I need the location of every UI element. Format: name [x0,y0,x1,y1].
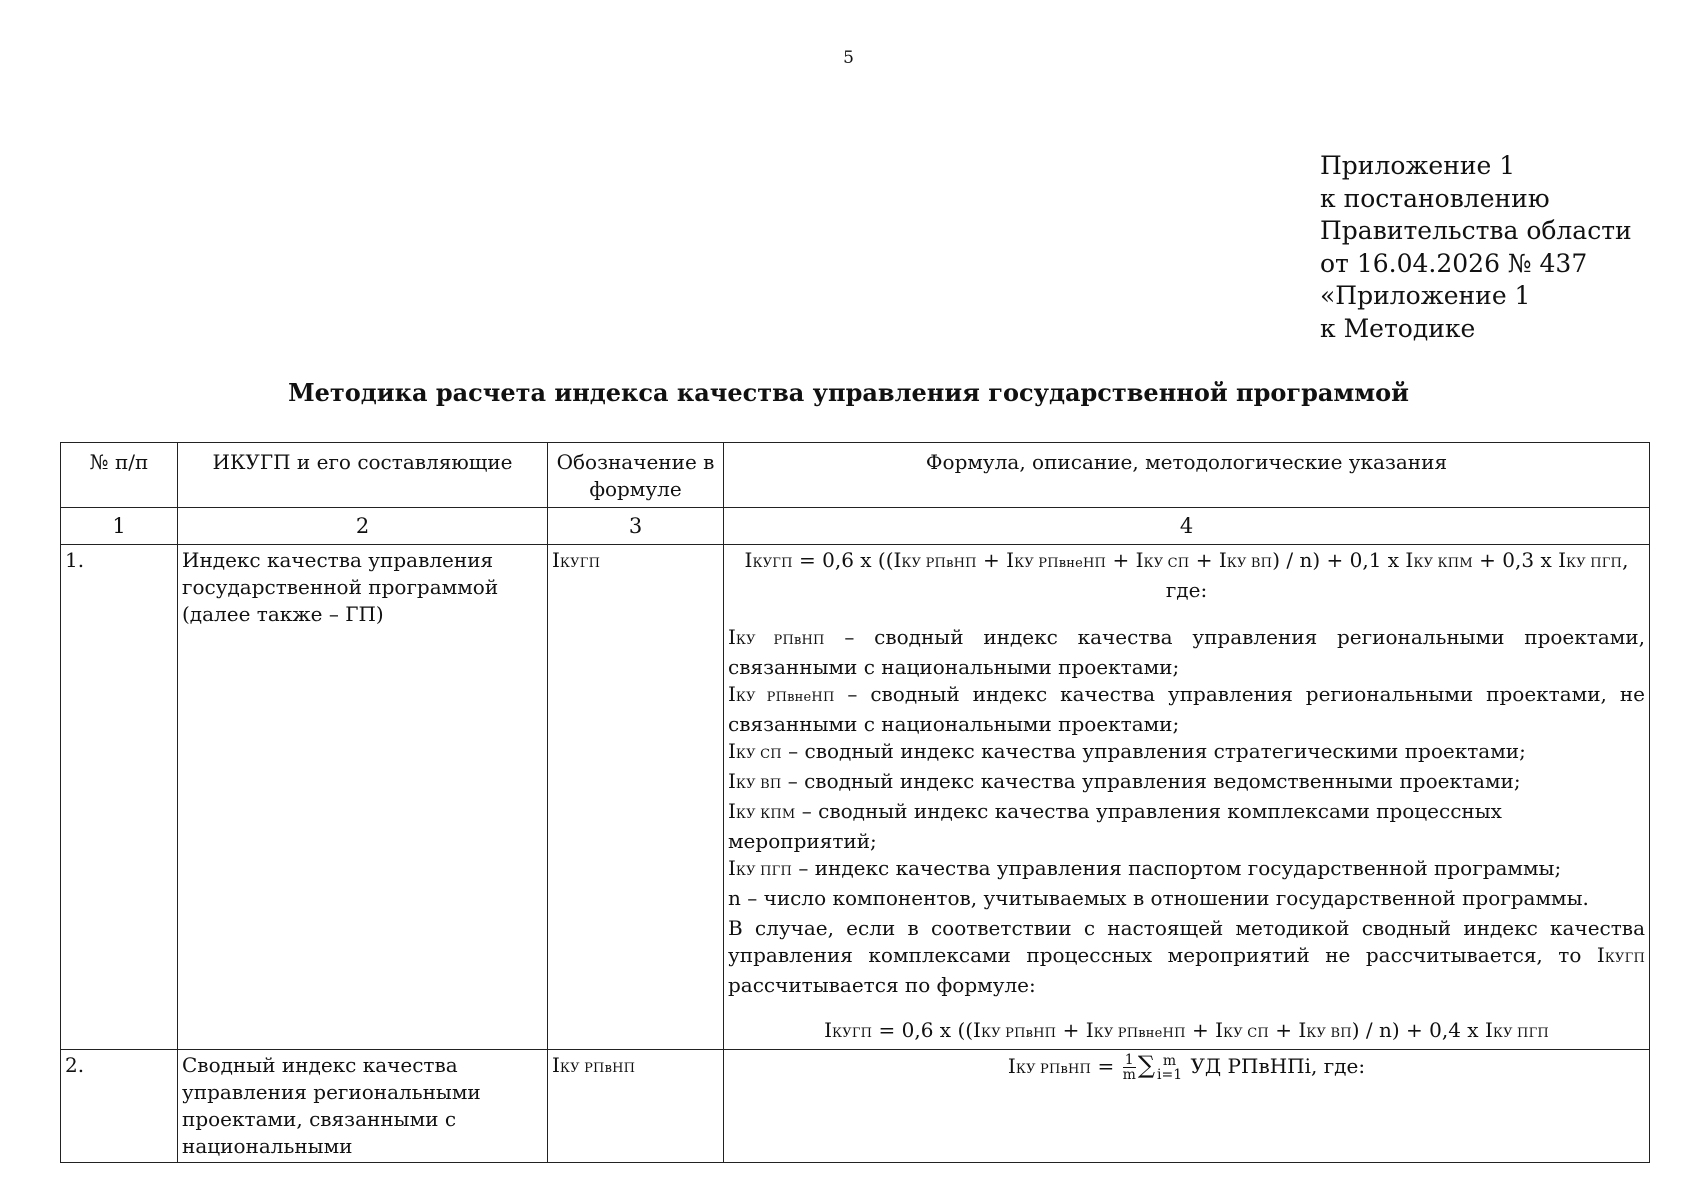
formula-subscript: КУ РПвНП [901,556,977,571]
appendix-line: Приложение 1 [1320,151,1516,180]
formula-subscript: КУ РПвнеНП [1093,1026,1186,1041]
formula-subscript: КУ РПвНП [980,1026,1057,1041]
definition-list [728,624,1645,999]
note-text: рассчитывается по формуле: [728,973,1036,997]
sum-lower-limit: i=1 [1157,1066,1183,1083]
formula-subscript: КУ ПГП [1566,556,1623,571]
definition-text: – сводный индекс качества управления региональными проектами, не связанными с национальными проектами; [728,682,1645,736]
sum-formula [728,1052,1645,1083]
formula-symbol [548,545,724,1050]
page-number: 5 [843,48,854,68]
table-header-row [61,443,1650,508]
methodology-table [60,442,1650,1163]
formula-text: = 0,6 х ((I [872,1018,981,1042]
formula-subscript: КУГП [831,1026,873,1041]
row-number: 2. [61,1050,178,1163]
formula-text: I [824,1018,832,1042]
alternative-formula [728,1017,1645,1047]
definition-subscript: КУ ПГП [735,864,792,879]
column-number: 1 [61,508,178,545]
formula-subscript: КУ РПвНП [1015,1062,1092,1077]
table-row [61,545,1650,1050]
formula-subscript: КУ СП [1143,556,1190,571]
formula-text: + I [1056,1018,1094,1042]
appendix-line: к Методике [1320,313,1476,343]
sum-symbol: ∑ [1137,1051,1155,1079]
column-number-row [61,508,1650,545]
symbol-letter: I [552,1053,560,1077]
definition-symbol: I [728,682,736,706]
definition-symbol: I [728,625,736,649]
note-subscript: КУГП [1604,951,1645,966]
fraction-denominator: m [1122,1067,1136,1083]
formula-text: + I [976,548,1015,572]
definition-symbol: I [728,769,736,793]
definition-text: – сводный индекс качества управления комплексами процессных мероприятий; [728,799,1502,853]
definition-symbol: I [728,856,736,880]
formula-text: + I [1185,1018,1223,1042]
formula-subscript: КУ ВП [1306,1026,1352,1041]
definition-text: – сводный индекс качества управления стратегическими проектами; [781,739,1526,763]
definition-item [728,681,1645,738]
definition-item [728,624,1645,681]
definition-subscript: КУ КПМ [735,807,796,822]
formula-text: + I [1189,548,1227,572]
fraction [1123,1053,1136,1082]
definition-subscript: КУ СП [735,747,782,762]
formula-text: ) / n) + 0,1 х I [1272,548,1414,572]
appendix-line: «Приложение 1 [1320,281,1531,310]
table-row [61,1050,1650,1163]
column-number: 3 [548,508,724,545]
formula-text: УД РПвНПi, где: [1184,1054,1366,1078]
formula-subscript: КУ РПвнеНП [1014,556,1107,571]
definition-symbol: I [728,739,736,763]
fraction-numerator: 1 [1123,1053,1136,1068]
column-number: 4 [724,508,1650,545]
definition-symbol: n [728,886,741,910]
row-number: 1. [61,545,178,1050]
symbol-subscript: КУГП [559,556,601,571]
appendix-block [1320,150,1632,345]
header-symbol: Обозначение в формуле [548,443,724,508]
formula-text: I [744,548,753,572]
formula-subscript: КУ ПГП [1492,1026,1549,1041]
formula-text: + 0,3 х I [1472,548,1567,572]
component-name: Индекс качества управления государственной программой (далее также – ГП) [178,545,548,1050]
header-component: ИКУГП и его составляющие [178,443,548,508]
formula-subscript: КУ КПМ [1413,556,1473,571]
definition-item [728,885,1645,915]
definition-item [728,738,1645,768]
formula-subscript: КУГП [752,556,793,571]
formula-text: + I [1268,1018,1307,1042]
sum-limits [1157,1054,1182,1082]
definition-text: – число компонентов, учитываемых в отношении государственной программы. [740,886,1589,910]
definition-subscript: КУ РПвнеНП [735,690,835,705]
component-name: Сводный индекс качества управления региональными проектами, связанными с национальными [178,1050,548,1163]
document-title: Методика расчета индекса качества управления государственной программой [288,378,1409,407]
symbol-subscript: КУ РПвНП [559,1061,636,1076]
appendix-line: от 16.04.2026 № 437 [1320,248,1588,278]
main-formula [728,547,1645,604]
definition-item [728,768,1645,798]
formula-text: = [1091,1054,1121,1078]
definition-subscript: КУ ВП [735,777,782,792]
definition-subscript: КУ РПвНП [735,633,825,648]
definition-item [728,855,1645,885]
formula-symbol [548,1050,724,1163]
definition-item [728,798,1645,855]
formula-subscript: КУ ВП [1226,556,1273,571]
definition-text: – сводный индекс качества управления ведомственными проектами; [781,769,1521,793]
formula-text: + I [1106,548,1144,572]
definition-text: – сводный индекс качества управления региональными проектами, связанными с национальными проектами; [728,625,1645,679]
appendix-line: к постановлению [1320,183,1550,213]
formula-text: , [1622,548,1629,572]
formula-subscript: КУ СП [1223,1026,1269,1041]
formula-description [724,545,1650,1050]
header-number: № п/п [61,443,178,508]
note-text: В случае, если в соответствии с настоящей методикой сводный индекс качества управления комплексами процессных мероприятий не рассчитывается, то I [728,916,1645,967]
sum-upper-limit: m [1162,1052,1177,1069]
definition-text: – индекс качества управления паспортом государственной программы; [791,856,1562,880]
column-number: 2 [178,508,548,545]
symbol-letter: I [552,548,560,572]
appendix-line: Правительства области [1320,216,1632,245]
formula-text: I [1007,1054,1016,1078]
header-formula: Формула, описание, методологические указания [724,443,1650,508]
formula-description [724,1050,1650,1163]
formula-where: где: [1165,578,1208,602]
formula-text: ) / n) + 0,4 х I [1351,1018,1493,1042]
definition-note [728,915,1645,999]
formula-text: = 0,6 х ((I [792,548,902,572]
definition-symbol: I [728,799,736,823]
